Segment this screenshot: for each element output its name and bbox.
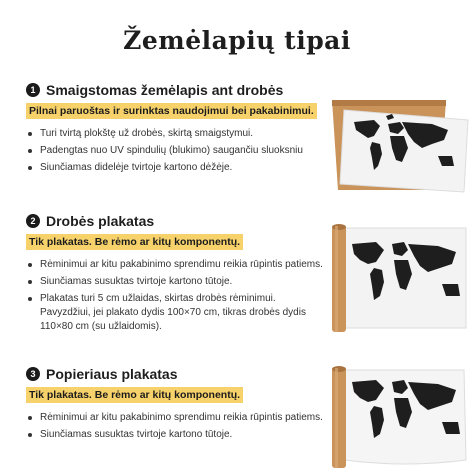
section-highlight: Pilnai paruoštas ir surinktas naudojimui bei pakabinimui. [26,103,317,119]
bullet-dot-icon [28,166,32,170]
bullet-dot-icon [28,433,32,437]
bullet-dot-icon [28,263,32,267]
bullet-dot-icon [28,280,32,284]
list-item: Rėminimui ar kitu pakabinimo sprendimu reikia rūpintis patiems. [26,411,326,425]
canvas-poster-with-tube-image [326,222,470,336]
section-title: Popieriaus plakatas [46,366,178,382]
list-item: Siunčiamas susuktas tvirtoje kartono tūtoje. [26,428,326,442]
bullet-list [26,127,326,175]
section-header [26,364,326,384]
section-canvas-poster [26,211,326,337]
bullet-dot-icon [28,132,32,136]
section-title: Smaigstomas žemėlapis ant drobės [46,82,284,98]
step-number-badge: 3 [26,367,40,381]
section-paper-poster [26,364,326,445]
section-title: Drobės plakatas [46,213,155,229]
bullet-list [26,258,326,334]
canvas-map-in-box-image [328,96,470,196]
bullet-dot-icon [28,149,32,153]
cardboard-tube [332,226,346,332]
section-header [26,80,326,100]
step-number-badge: 2 [26,214,40,228]
section-header [26,211,326,231]
list-item: Turi tvirtą plokštę už drobės, skirtą smaigstymui. [26,127,326,141]
list-item: Rėminimui ar kitu pakabinimo sprendimu reikia rūpintis patiems. [26,258,326,272]
bullet-list [26,411,326,442]
cardboard-tube [332,368,346,468]
list-item: Siunčiamas susuktas tvirtoje kartono tūtoje. [26,275,326,289]
list-item: Siunčiamas didelėje tvirtoje kartono dėžėje. [26,161,326,175]
section-canvas-pin-map [26,80,326,178]
list-item: Padengtas nuo UV spindulių (blukimo) saugančiu sluoksniu [26,144,326,158]
paper-poster-with-tube-image [326,364,470,470]
step-number-badge: 1 [26,83,40,97]
section-highlight: Tik plakatas. Be rėmo ar kitų komponentų. [26,234,243,250]
bullet-dot-icon [28,297,32,301]
section-highlight: Tik plakatas. Be rėmo ar kitų komponentų. [26,387,243,403]
list-item: Plakatas turi 5 cm užlaidas, skirtas drobės rėminimui. Pavyzdžiui, jei plakato dydis 100×70 cm, tikras drobės dydis 110×80 cm (su užlaidomis). [26,292,326,334]
page-title: Žemėlapių tipai [123,26,351,55]
bullet-dot-icon [28,416,32,420]
